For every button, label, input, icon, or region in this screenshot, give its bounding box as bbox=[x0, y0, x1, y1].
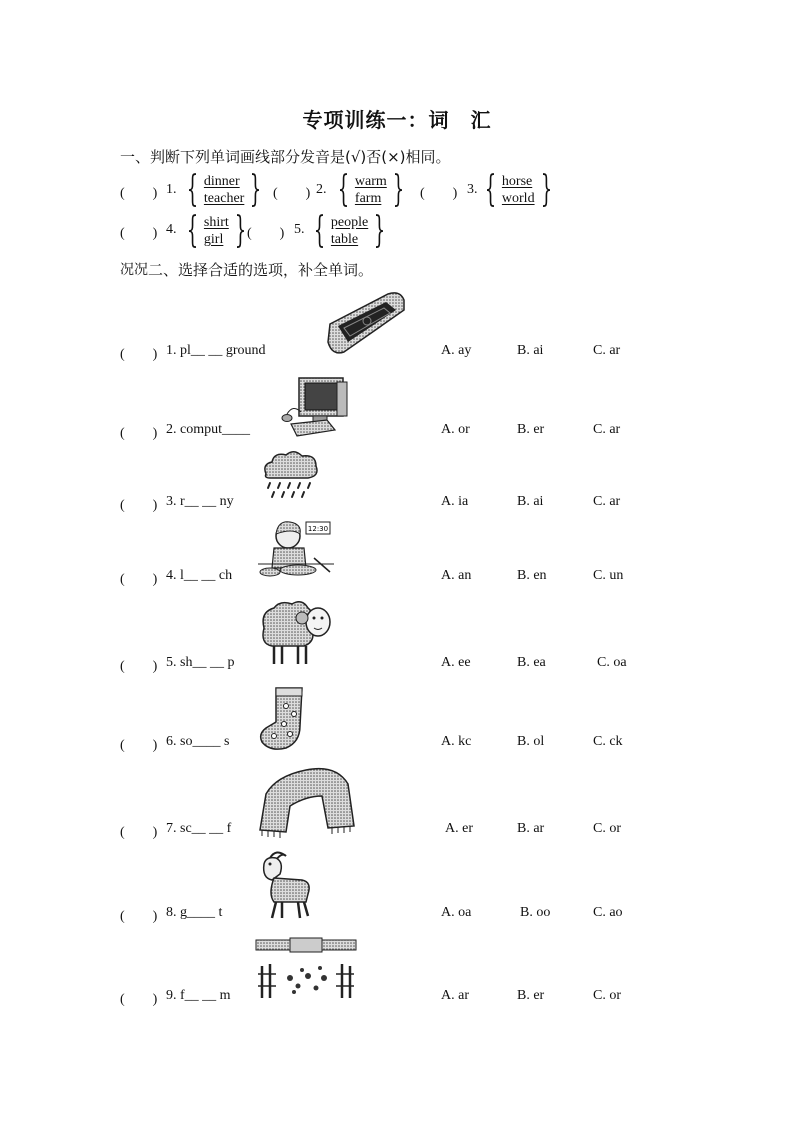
s2-item4-text: 4. l__ __ ch bbox=[166, 568, 233, 583]
s2-item1-option-b[interactable]: B. ai bbox=[517, 343, 544, 358]
s1-item3-word2: world bbox=[501, 191, 535, 206]
computer-icon bbox=[279, 374, 351, 438]
s2-item9-blank[interactable]: ( ) bbox=[120, 992, 158, 1007]
s2-item8-option-c[interactable]: C. ao bbox=[593, 905, 623, 920]
s1-item2-blank[interactable]: ( ) bbox=[273, 186, 311, 201]
section2-heading: 二、选择合适的选项，补全单词。 bbox=[148, 261, 374, 279]
s2-item4-option-b[interactable]: B. en bbox=[517, 568, 547, 583]
s2-item3-option-a[interactable]: A. ia bbox=[441, 494, 469, 509]
page-title: 专项训练一：词 汇 bbox=[302, 108, 492, 132]
s2-item6-option-b[interactable]: B. ol bbox=[517, 734, 545, 749]
s2-item8-text: 8. g____ t bbox=[166, 905, 223, 920]
s2-item8-blank[interactable]: ( ) bbox=[120, 909, 158, 924]
s1-item2-pair bbox=[332, 169, 410, 210]
s2-item5-text: 5. sh__ __ p bbox=[166, 655, 235, 670]
s2-item7-option-b[interactable]: B. ar bbox=[517, 821, 545, 836]
s1-item3-num: 3. bbox=[467, 182, 478, 197]
scarf-icon bbox=[256, 766, 356, 838]
s1-item3-pair bbox=[479, 169, 557, 210]
s2-item2-blank[interactable]: ( ) bbox=[120, 426, 158, 441]
s1-item4-word1: shirt bbox=[203, 215, 229, 230]
s1-item4-blank[interactable]: ( ) bbox=[120, 226, 158, 241]
farm-icon bbox=[254, 936, 358, 1002]
s2-item6-option-c[interactable]: C. ck bbox=[593, 734, 623, 749]
s1-item4-pair bbox=[181, 210, 252, 251]
s1-item2-word1: warm bbox=[354, 174, 387, 189]
s2-item5-blank[interactable]: ( ) bbox=[120, 659, 158, 674]
left-brace-icon: { bbox=[337, 169, 350, 210]
s2-item1-blank[interactable]: ( ) bbox=[120, 347, 158, 362]
s1-item2-word2: farm bbox=[354, 191, 382, 206]
s2-item5-option-b[interactable]: B. ea bbox=[517, 655, 546, 670]
s1-item1-word2: teacher bbox=[203, 191, 245, 206]
s2-item9-option-c[interactable]: C. or bbox=[593, 988, 621, 1003]
right-brace-icon: } bbox=[373, 210, 386, 251]
s2-item9-text: 9. f__ __ m bbox=[166, 988, 231, 1003]
s2-item1-option-a[interactable]: A. ay bbox=[441, 343, 472, 358]
s2-item5-option-c[interactable]: C. oa bbox=[597, 655, 627, 670]
s2-item2-option-a[interactable]: A. or bbox=[441, 422, 470, 437]
s2-item2-option-b[interactable]: B. er bbox=[517, 422, 545, 437]
s2-item6-option-a[interactable]: A. kc bbox=[441, 734, 472, 749]
section1-heading: 一、判断下列单词画线部分发音是(√)否(×)相同。 bbox=[120, 148, 451, 166]
s1-item4-word2: girl bbox=[203, 232, 224, 247]
s1-item5-blank[interactable]: ( ) bbox=[247, 226, 285, 241]
s2-item9-option-b[interactable]: B. er bbox=[517, 988, 545, 1003]
rain-cloud-icon bbox=[260, 450, 320, 504]
left-brace-icon: { bbox=[186, 169, 199, 210]
s2-item4-option-c[interactable]: C. un bbox=[593, 568, 624, 583]
s2-item7-blank[interactable]: ( ) bbox=[120, 825, 158, 840]
right-brace-icon: } bbox=[392, 169, 404, 210]
right-brace-icon: } bbox=[234, 210, 246, 251]
s2-item2-text: 2. comput____ bbox=[166, 422, 250, 437]
clock-text: 12:30 bbox=[307, 525, 329, 533]
lunch-boy-icon bbox=[256, 518, 336, 584]
s2-item6-text: 6. so____ s bbox=[166, 734, 230, 749]
s2-item8-option-b[interactable]: B. oo bbox=[520, 905, 551, 920]
s1-item4-num: 4. bbox=[166, 222, 177, 237]
sock-icon bbox=[256, 686, 308, 752]
s1-item2-num: 2. bbox=[316, 182, 327, 197]
s2-item4-option-a[interactable]: A. an bbox=[441, 568, 472, 583]
s2-item3-option-c[interactable]: C. ar bbox=[593, 494, 621, 509]
s1-item1-blank[interactable]: ( ) bbox=[120, 186, 158, 201]
s1-item3-blank[interactable]: ( ) bbox=[420, 186, 458, 201]
right-brace-icon: } bbox=[250, 169, 262, 210]
s1-item1-pair bbox=[181, 169, 267, 210]
s2-item3-text: 3. r__ __ ny bbox=[166, 494, 234, 509]
left-brace-icon: { bbox=[313, 210, 326, 251]
s2-item7-option-a[interactable]: A. er bbox=[445, 821, 473, 836]
s2-item5-option-a[interactable]: A. ee bbox=[441, 655, 471, 670]
right-brace-icon: } bbox=[540, 169, 552, 210]
s2-item4-blank[interactable]: ( ) bbox=[120, 572, 158, 587]
s2-item1-text: 1. pl__ __ ground bbox=[166, 343, 266, 358]
s2-item7-option-c[interactable]: C. or bbox=[593, 821, 621, 836]
s2-item3-option-b[interactable]: B. ai bbox=[517, 494, 544, 509]
s2-item7-text: 7. sc__ __ f bbox=[166, 821, 232, 836]
s2-item3-blank[interactable]: ( ) bbox=[120, 498, 158, 513]
s2-item9-option-a[interactable]: A. ar bbox=[441, 988, 469, 1003]
s2-item1-option-c[interactable]: C. ar bbox=[593, 343, 621, 358]
s1-item5-word2: table bbox=[330, 232, 359, 247]
s1-item5-word1: people bbox=[330, 215, 369, 230]
left-brace-icon: { bbox=[484, 169, 497, 210]
s2-item2-option-c[interactable]: C. ar bbox=[593, 422, 621, 437]
s1-item5-num: 5. bbox=[294, 222, 305, 237]
s2-item6-blank[interactable]: ( ) bbox=[120, 738, 158, 753]
s1-item1-word1: dinner bbox=[203, 174, 240, 189]
stray-text: 况况 bbox=[120, 262, 148, 278]
playground-icon bbox=[326, 290, 406, 356]
s1-item5-pair bbox=[308, 210, 391, 251]
left-brace-icon: { bbox=[186, 210, 199, 251]
s1-item3-word1: horse bbox=[501, 174, 533, 189]
goat-icon bbox=[256, 850, 314, 922]
s1-item1-num: 1. bbox=[166, 182, 177, 197]
sheep-icon bbox=[258, 598, 336, 668]
s2-item8-option-a[interactable]: A. oa bbox=[441, 905, 472, 920]
